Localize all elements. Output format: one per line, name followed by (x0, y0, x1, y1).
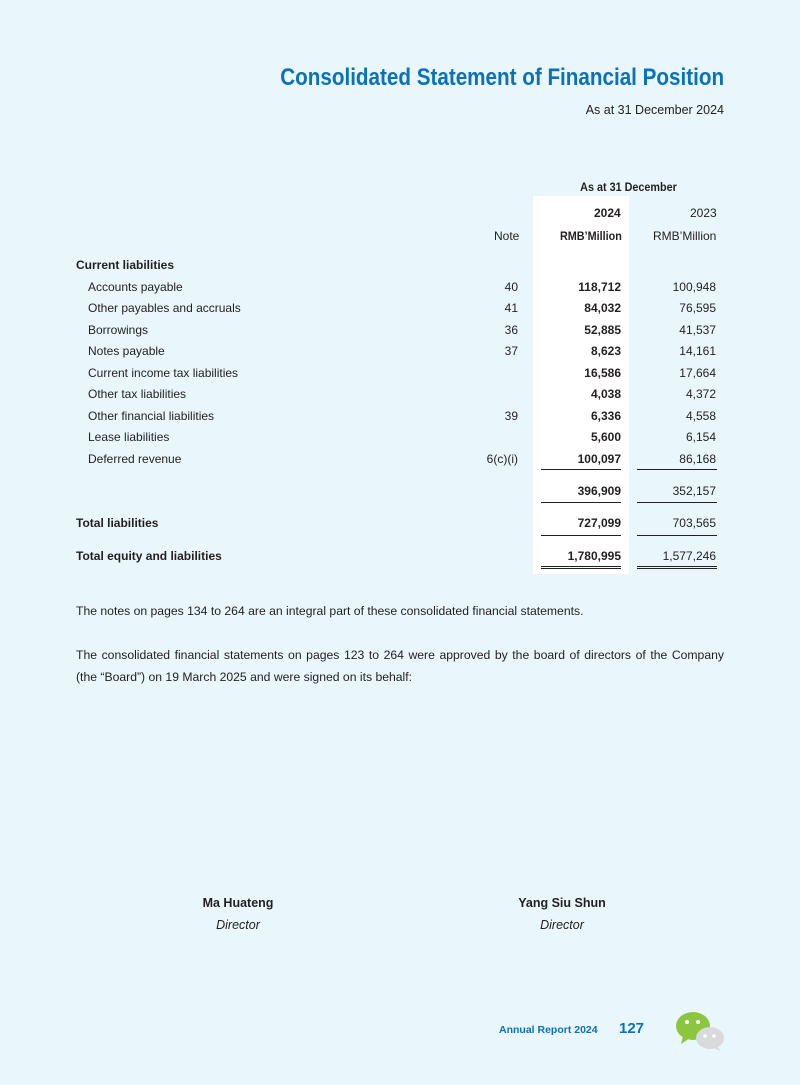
table-row (0, 366, 800, 384)
row-note: 6(c)(i) (486, 452, 518, 466)
double-rule-2024 (541, 566, 621, 569)
row-value-2023: 4,558 (685, 409, 716, 423)
row-label: Current income tax liabilities (88, 366, 239, 380)
row-label: Deferred revenue (88, 452, 182, 466)
header-note: Note (494, 229, 520, 243)
table-row (0, 344, 800, 362)
rule-total-2024 (541, 535, 621, 536)
row-value-2023: 76,595 (679, 301, 716, 315)
row-label: Notes payable (88, 344, 165, 358)
wechat-logo-icon (675, 1010, 727, 1052)
row-value-2024: 52,885 (584, 323, 621, 337)
row-label: Lease liabilities (88, 430, 170, 444)
row-value-2024: 6,336 (590, 409, 621, 423)
total-equity-liabilities-value-2023: 1,577,246 (662, 549, 716, 563)
table-row (0, 452, 800, 470)
row-value-2023: 100,948 (672, 280, 716, 294)
signature-block-1 (138, 896, 338, 932)
row-value-2024: 118,712 (578, 280, 621, 294)
row-value-2023: 17,664 (679, 366, 716, 380)
footer-report-title: Annual Report 2024 (499, 1024, 598, 1036)
subtotal-value-2023: 352,157 (672, 484, 716, 498)
total-liabilities-row (0, 516, 800, 534)
header-year-2024: 2024 (594, 206, 621, 220)
row-note: 41 (504, 301, 518, 315)
row-value-2023: 86,168 (679, 452, 716, 466)
row-label: Other financial liabilities (88, 409, 215, 423)
row-value-2023: 6,154 (685, 430, 716, 444)
row-value-2023: 14,161 (679, 344, 716, 358)
rule-total-liabilities-2024 (541, 502, 621, 503)
signatory-role: Director (540, 918, 584, 932)
header-year-2023: 2023 (690, 206, 717, 220)
table-row (0, 280, 800, 298)
row-value-2024: 5,600 (590, 430, 621, 444)
signatory-role: Director (216, 918, 260, 932)
total-equity-liabilities-value-2024: 1,780,995 (567, 549, 621, 563)
row-note: 40 (504, 280, 518, 294)
table-row (0, 430, 800, 448)
row-value-2023: 41,537 (679, 323, 716, 337)
signatory-name: Ma Huateng (202, 896, 274, 910)
row-value-2023: 4,372 (685, 387, 716, 401)
header-unit-2023: RMB’Million (653, 229, 717, 243)
row-value-2024: 4,038 (590, 387, 621, 401)
row-label: Other payables and accruals (88, 301, 241, 315)
row-value-2024: 8,623 (590, 344, 621, 358)
rule-total-2023 (637, 535, 717, 536)
subtotal-value-2024: 396,909 (577, 484, 621, 498)
approval-note: The consolidated financial statements on pages 123 to 264 were approved by the board of directors of the Company (the “Board”) on 19 March 2025 and were signed on its behalf: (76, 648, 724, 684)
row-label: Accounts payable (88, 280, 183, 294)
total-liabilities-value-2023: 703,565 (672, 516, 716, 530)
row-value-2024: 16,586 (584, 366, 621, 380)
row-value-2024: 100,097 (577, 452, 621, 466)
table-group-header: As at 31 December (580, 180, 677, 194)
signature-block-2 (462, 896, 662, 932)
subtotal-row (0, 484, 800, 502)
rule-total-liabilities-2023 (637, 502, 717, 503)
total-equity-liabilities-label: Total equity and liabilities (76, 549, 222, 563)
signatory-name: Yang Siu Shun (518, 896, 606, 910)
rule-subtotal-2023 (637, 469, 717, 470)
section-label: Current liabilities (76, 258, 175, 272)
section-row (0, 258, 800, 276)
total-equity-liabilities-row (0, 549, 800, 567)
row-label: Borrowings (88, 323, 149, 337)
total-liabilities-value-2024: 727,099 (577, 516, 621, 530)
page-subtitle: As at 31 December 2024 (585, 103, 724, 117)
table-row (0, 409, 800, 427)
page-title: Consolidated Statement of Financial Position (280, 64, 724, 91)
header-unit-2024: RMB’Million (560, 229, 622, 243)
total-liabilities-label: Total liabilities (76, 516, 159, 530)
row-value-2024: 84,032 (584, 301, 621, 315)
integral-note: The notes on pages 134 to 264 are an integral part of these consolidated financial statements. (76, 604, 584, 618)
table-row (0, 301, 800, 319)
double-rule-2023 (637, 566, 717, 569)
row-label: Other tax liabilities (88, 387, 187, 401)
rule-subtotal-2024 (541, 469, 621, 470)
page-number: 127 (619, 1020, 645, 1037)
table-row (0, 323, 800, 341)
table-row (0, 387, 800, 405)
row-note: 36 (504, 323, 518, 337)
row-note: 37 (504, 344, 518, 358)
row-note: 39 (504, 409, 518, 423)
